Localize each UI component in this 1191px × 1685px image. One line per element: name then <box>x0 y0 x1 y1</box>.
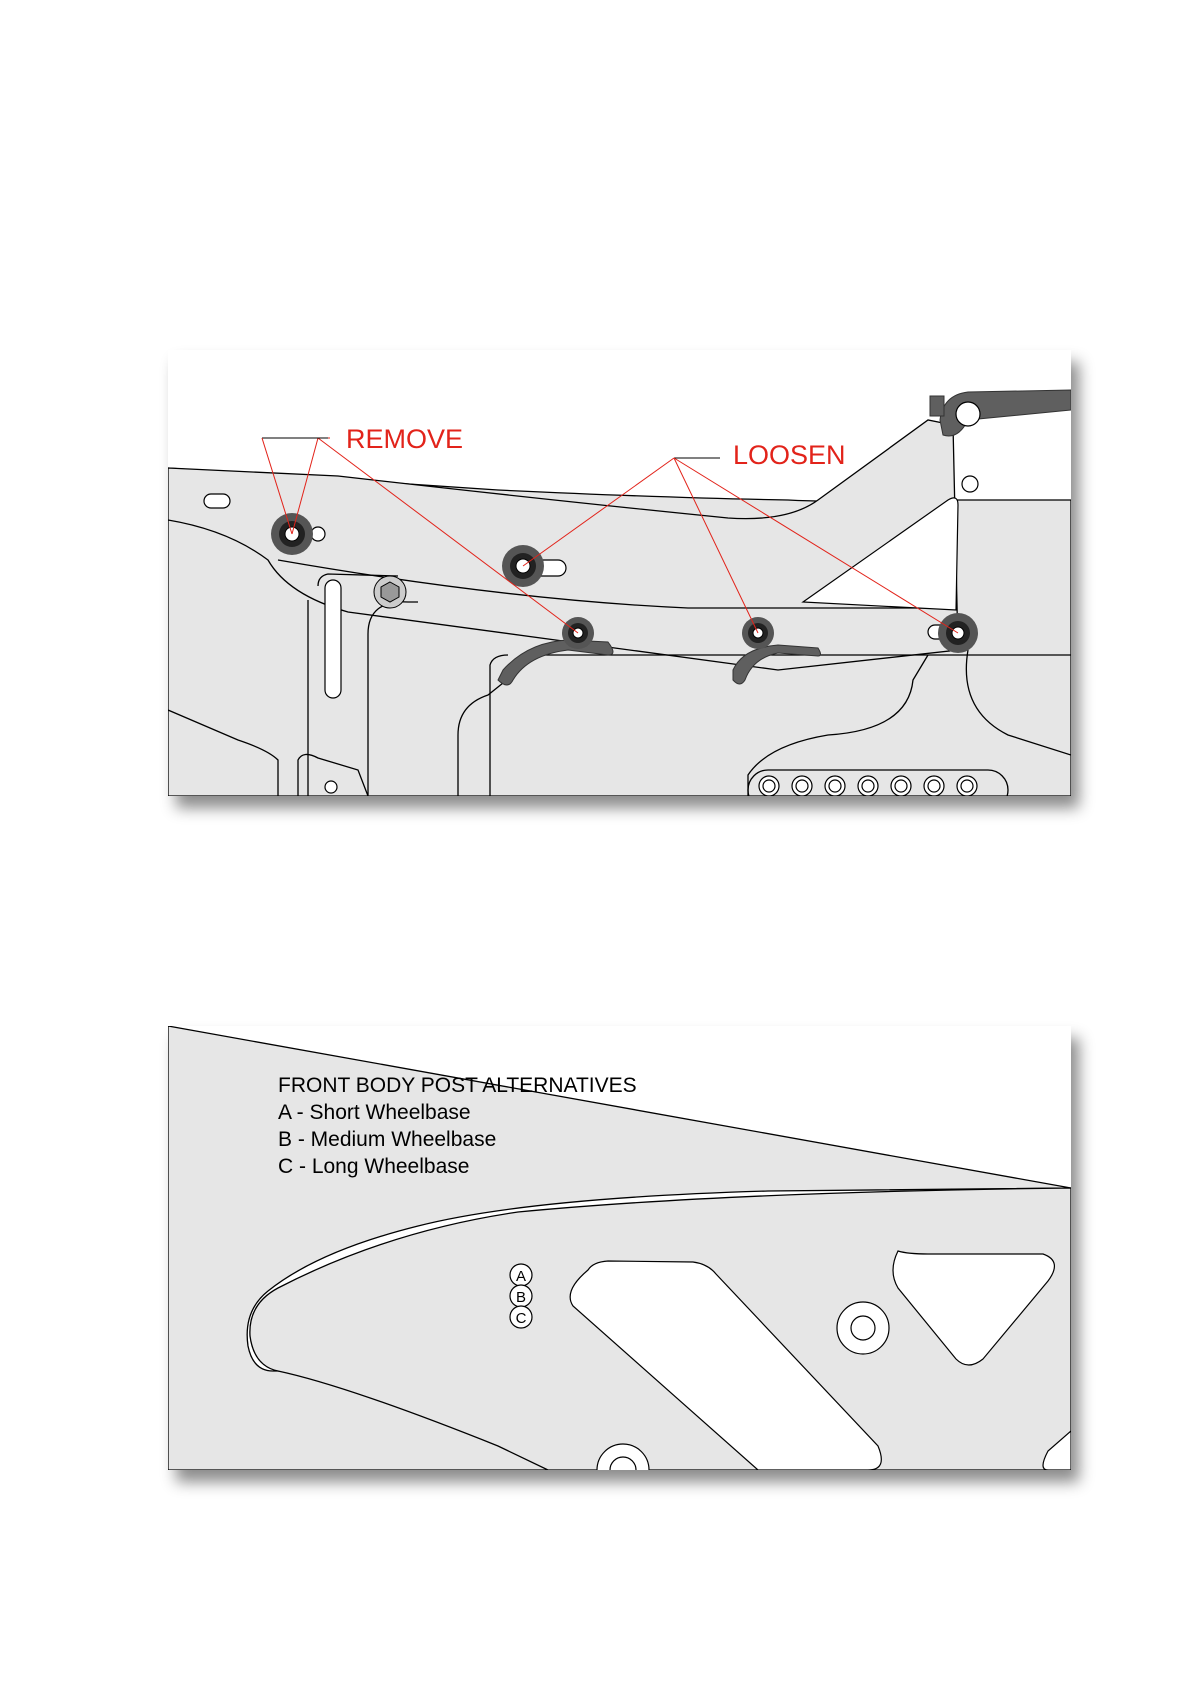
chassis-fastener-diagram <box>168 350 1071 796</box>
chassis-drawing <box>168 350 1071 796</box>
legend-item-b: B - Medium Wheelbase <box>278 1128 497 1151</box>
body-post-positions <box>510 1264 532 1328</box>
front-body-post-diagram <box>168 1026 1071 1470</box>
slot <box>204 494 230 508</box>
hex-screw <box>374 576 406 608</box>
wheelbase-legend <box>278 1072 637 1180</box>
remove-label: REMOVE <box>346 424 464 454</box>
legend-title: FRONT BODY POST ALTERNATIVES <box>278 1074 637 1097</box>
position-c-label: C <box>515 1310 527 1327</box>
legend-item-a: A - Short Wheelbase <box>278 1101 471 1124</box>
position-b-label: B <box>515 1289 527 1306</box>
servo-arm <box>930 390 1071 436</box>
legend-item-c: C - Long Wheelbase <box>278 1155 470 1178</box>
loosen-label: LOOSEN <box>733 440 846 470</box>
position-a-label: A <box>515 1268 527 1285</box>
vertical-slot <box>325 580 341 698</box>
